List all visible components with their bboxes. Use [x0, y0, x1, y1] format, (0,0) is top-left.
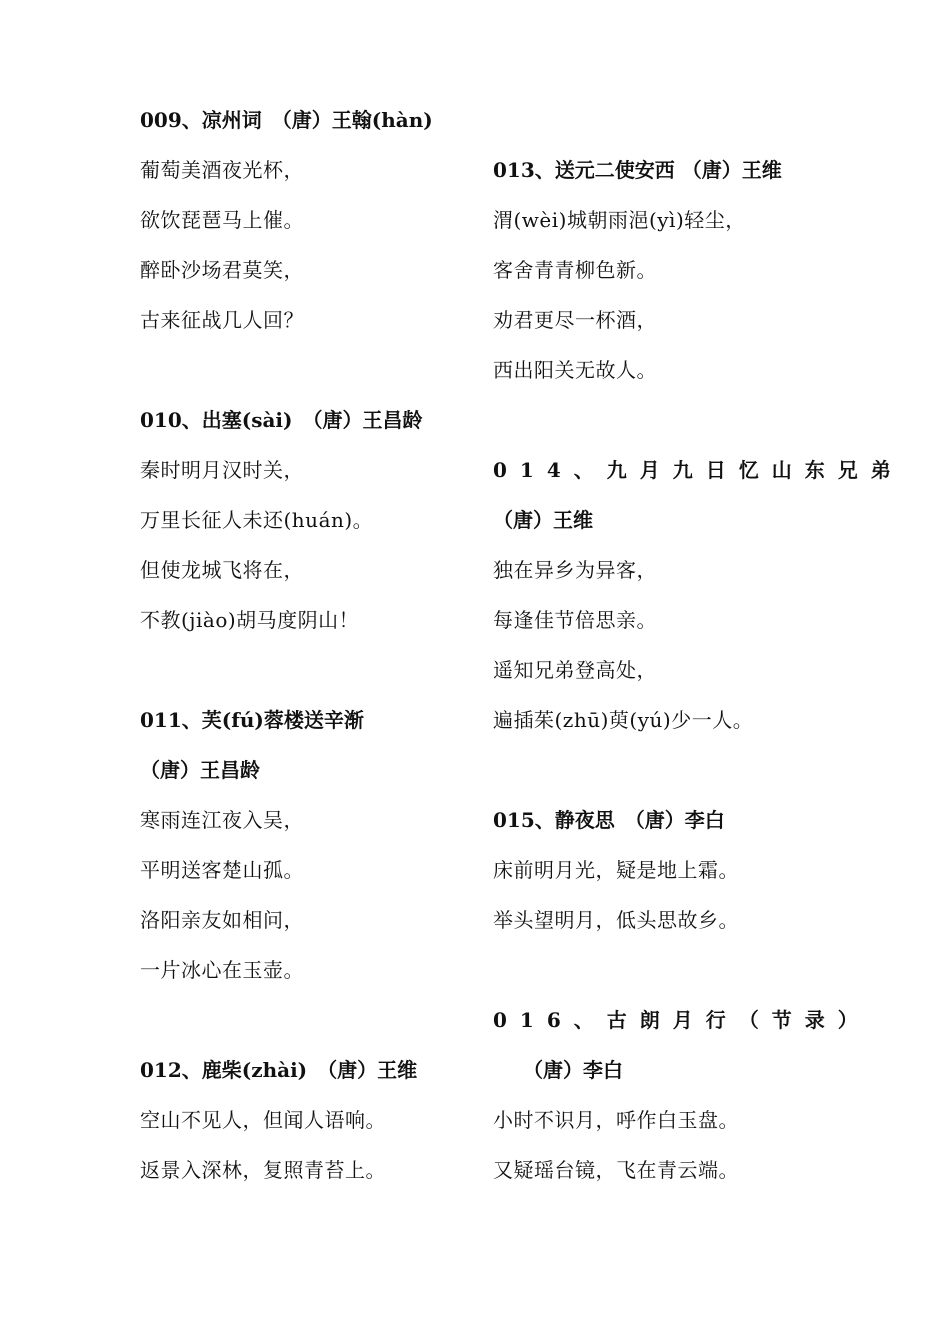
poem-verse: 独在异乡为异客， — [493, 558, 657, 582]
poem-verse: 葡萄美酒夜光杯， — [140, 158, 304, 182]
poem-verse: 返景入深林，复照青苔上。 — [140, 1158, 386, 1182]
poem-title: 015、静夜思 （唐）李白 — [493, 808, 725, 832]
poem-title: 016、古朗月行（节录） — [493, 1008, 871, 1032]
left-column — [140, 95, 480, 1195]
poem-verse: 床前明月光，疑是地上霜。 — [493, 858, 739, 882]
poem-verse: 醉卧沙场君莫笑， — [140, 258, 304, 282]
poem-verse: 举头望明月，低头思故乡。 — [493, 908, 739, 932]
poem-verse: 万里长征人未还(huán)。 — [140, 508, 374, 532]
poem-title: （唐）王维 — [493, 508, 593, 532]
blank-line — [493, 95, 823, 145]
poem-verse: 客舍青青柳色新。 — [493, 258, 657, 282]
poem-title: 010、出塞(sài) （唐）王昌龄 — [140, 408, 423, 432]
poem-title: 013、送元二使安西 （唐）王维 — [493, 158, 782, 182]
poem-title: （唐）李白 — [523, 1058, 623, 1082]
poem-verse: 秦时明月汉时关， — [140, 458, 304, 482]
poem-verse: 遍插茱(zhū)萸(yú)少一人。 — [493, 708, 754, 732]
blank-line — [493, 395, 823, 445]
poem-verse: 劝君更尽一杯酒， — [493, 308, 657, 332]
poem-verse: 寒雨连江夜入吴， — [140, 808, 304, 832]
poem-verse: 古来征战几人回？ — [140, 308, 304, 332]
poem-title: 011、芙(fú)蓉楼送辛渐 — [140, 708, 364, 732]
poem-verse: 洛阳亲友如相问， — [140, 908, 304, 932]
poem-verse: 一片冰心在玉壶。 — [140, 958, 304, 982]
poem-title: （唐）王昌龄 — [140, 758, 260, 782]
poem-verse: 空山不见人，但闻人语响。 — [140, 1108, 386, 1132]
blank-line — [140, 645, 480, 695]
poem-verse: 又疑瑶台镜，飞在青云端。 — [493, 1158, 739, 1182]
poem-verse: 渭(wèi)城朝雨浥(yì)轻尘， — [493, 208, 746, 232]
poem-verse: 小时不识月，呼作白玉盘。 — [493, 1108, 739, 1132]
poem-verse: 西出阳关无故人。 — [493, 358, 657, 382]
poem-verse: 但使龙城飞将在， — [140, 558, 304, 582]
poem-verse: 不教(jiào)胡马度阴山！ — [140, 608, 360, 632]
poem-verse: 遥知兄弟登高处， — [493, 658, 657, 682]
blank-line — [140, 345, 480, 395]
blank-line — [493, 745, 823, 795]
poem-verse: 每逢佳节倍思亲。 — [493, 608, 657, 632]
poem-title: 009、凉州词 （唐）王翰(hàn) — [140, 108, 433, 132]
blank-line — [140, 995, 480, 1045]
poem-title: 012、鹿柴(zhài) （唐）王维 — [140, 1058, 418, 1082]
right-column — [493, 95, 904, 1195]
poem-verse: 平明送客楚山孤。 — [140, 858, 304, 882]
poem-title: 014、九月九日忆山东兄弟 — [493, 458, 904, 482]
blank-line — [493, 945, 823, 995]
poem-verse: 欲饮琵琶马上催。 — [140, 208, 304, 232]
